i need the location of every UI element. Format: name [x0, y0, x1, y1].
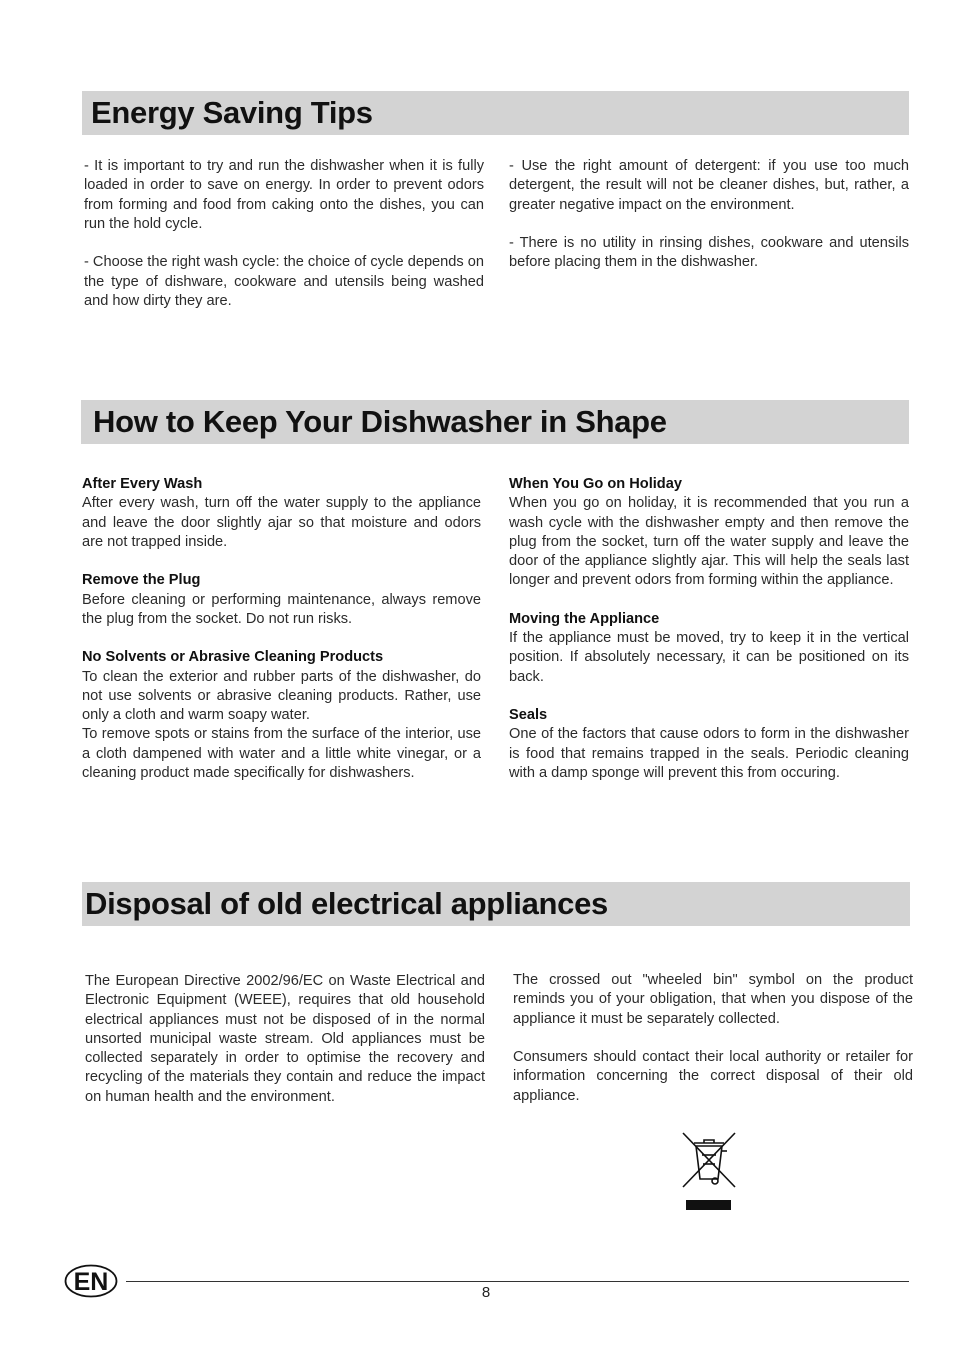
energy-left-column: [84, 157, 484, 330]
maintenance-left-column: [82, 475, 481, 783]
footer-divider: [126, 1281, 909, 1282]
remove-plug-block: [82, 571, 481, 629]
moving-heading: Moving the Appliance: [509, 610, 660, 627]
energy-right-column: [509, 157, 909, 292]
seals-text: One of the factors that cause odors to form in the dishwasher is food that remains trapped in the seals. Periodic cleaning with a damp sponge will prevent this from occuring.: [509, 726, 909, 781]
energy-tip-3: - Use the right amount of detergent: if you use too much detergent, the result will not be cleaner dishes, but, rather, a greater negative impact on the environment.: [509, 158, 909, 213]
energy-tip-4: - There is no utility in rinsing dishes, cookware and utensils before placing them in the dishwasher.: [509, 235, 909, 271]
no-solvents-heading: No Solvents or Abrasive Cleaning Products: [82, 649, 384, 666]
no-solvents-block: [82, 648, 481, 725]
disposal-left-column: [85, 972, 485, 1107]
holiday-heading: When You Go on Holiday: [509, 476, 682, 492]
disposal-symbol-text: The crossed out "wheeled bin" symbol on the product reminds you of your obligation, that when you dispose of the appliance it must be separately collected.: [513, 972, 913, 1027]
energy-tip-2: - Choose the right wash cycle: the choice of cycle depends on the type of dishware, cookware and utensils being washed and how dirty they are.: [84, 254, 484, 309]
remove-plug-text: Before cleaning or performing maintenance, always remove the plug from the socket. Do not run risks.: [82, 591, 481, 627]
disposal-contact-text: Consumers should contact their local authority or retailer for information concerning the correct disposal of their old appliance.: [513, 1049, 913, 1104]
energy-saving-heading-bar: [82, 91, 909, 135]
disposal-heading-bar: [82, 882, 910, 926]
moving-text: If the appliance must be moved, try to keep it in the vertical position. If absolutely necessary, it can be positioned on its back.: [509, 630, 909, 685]
energy-saving-title: Energy Saving Tips: [91, 95, 373, 130]
after-wash-block: [82, 475, 481, 552]
disposal-title: Disposal of old electrical appliances: [85, 886, 608, 921]
remove-plug-heading: Remove the Plug: [82, 572, 201, 589]
disposal-directive-text: The European Directive 2002/96/EC on Waste Electrical and Electronic Equipment (WEEE), requires that old household electrical appliances must not be disposed of in the normal unsorted municipal waste stream. Old appliances must be collected separately in order to optimise the recovery and recycling of the materials they contain and reduce the impact on human health and the environment.: [85, 973, 485, 1105]
holiday-block: [509, 475, 909, 591]
language-badge: [64, 1264, 118, 1298]
language-code: EN: [73, 1268, 109, 1296]
seals-heading: Seals: [509, 707, 548, 723]
crossed-out-wheeled-bin-icon: [680, 1131, 738, 1213]
maintenance-title: How to Keep Your Dishwasher in Shape: [93, 404, 667, 439]
no-solvents-text-1: To clean the exterior and rubber parts of the dishwasher, do not use solvents or abrasive cleaning products. Rather, use only a cloth and warm soapy water.: [82, 668, 481, 723]
no-solvents-text-2: To remove spots or stains from the surface of the interior, use a cloth dampened with water and a little white vinegar, or a cleaning product made specifically for dishwashers.: [82, 726, 481, 781]
maintenance-right-column: [509, 475, 909, 783]
after-wash-text: After every wash, turn off the water supply to the appliance and leave the door slightly ajar so that moisture and odors are not trapped inside.: [82, 495, 481, 550]
page-number: 8: [481, 1284, 491, 1301]
energy-tip-1: - It is important to try and run the dishwasher when it is fully loaded in order to save on energy. In order to prevent odors from forming and food from caking onto the dishes, you can run the hold cycle.: [84, 158, 484, 232]
moving-block: [509, 610, 909, 687]
seals-block: [509, 706, 909, 783]
after-wash-heading: After Every Wash: [82, 476, 203, 492]
maintenance-heading-bar: [81, 400, 909, 444]
holiday-text: When you go on holiday, it is recommended that you run a wash cycle with the dishwasher empty and then remove the plug from the socket, turn off the water supply and leave the door of the appliance slightly ajar. This will help the seals last longer and prevent odors from forming within the appliance.: [509, 495, 909, 589]
disposal-right-column: [513, 971, 913, 1125]
